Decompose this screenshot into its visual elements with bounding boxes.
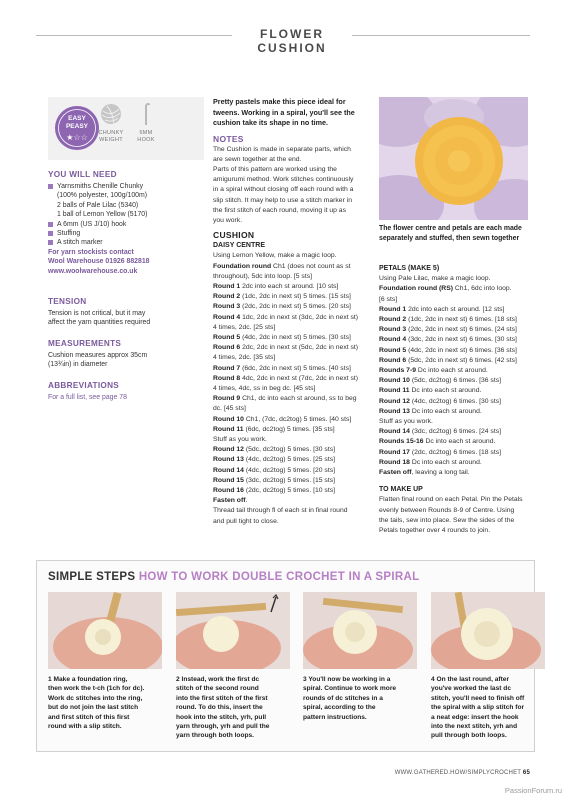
pattern-line: Round 1 2dc into each st around. [12 sts] [379,305,505,313]
tension-text: Tension is not critical, but it may affect the yarn quantities required [48,310,151,327]
pattern-line: Rounds 15-16 Dc into each st around. [379,438,496,446]
petals-pattern [379,274,534,478]
pattern-line: Round 11 (6dc, dc2tog) 5 times. [35 sts] [213,425,335,433]
list-item: A stitch marker [48,238,208,247]
measurements-heading: MEASUREMENTS [48,339,122,348]
stockist-phone: Wool Warehouse 01926 882818 [48,258,150,266]
header-rule-right [352,35,530,36]
icons-panel [48,97,204,160]
materials-list [48,182,208,276]
pattern-line: Round 5 (4dc, 2dc in next st) 5 times. [30 sts] [213,333,351,341]
pattern-line: Round 6 2dc, 2dc in next st (5dc, 2dc in next st) [213,344,359,352]
abbreviations-text: For a full list, see page 78 [48,394,127,401]
page-title: FLOWER CUSHION [257,27,327,55]
pattern-line: 4 times, 4dc, ss in beg dc. [45 sts] [213,384,316,392]
pattern-line: 4 times, 2dc. [25 sts] [213,323,276,331]
list-item: Yarnsmiths Chenille Chunky [48,182,208,191]
notes-heading: NOTES [213,133,244,144]
pattern-line: Round 4 1dc, 2dc in next st (3dc, 2dc in next st) [213,313,359,321]
step-2-photo [176,592,290,669]
pattern-line: Round 1 2dc into each st around. [10 sts] [213,282,339,290]
intro-text: Pretty pastels make this piece ideal for tweens. Working in a spiral, you'll see the cushion take its shape in no time. [213,97,355,127]
pattern-line: Round 3 (2dc, 2dc in next st) 6 times. [24 sts] [379,326,517,334]
list-item: 1 ball of Lemon Yellow (5170) [57,211,148,219]
pattern-line: Round 3 (2dc, 2dc in next st) 5 times. [20 sts] [213,303,351,311]
middle-column [213,97,373,527]
step-2-text: 2 Instead, work the first dc stitch of the second round into the first stitch of the first round. To do this, insert the hook into the stitch, yrh, pull yarn through, yrh and pull the yarn through both loops. [176,676,270,740]
pattern-line: Round 10 (5dc, dc2tog) 6 times. [36 sts] [379,377,502,385]
list-item: (100% polyester, 100g/100m) [57,192,148,200]
yarn-ball-icon [100,103,122,125]
step-4-photo [431,592,545,669]
step-1-photo [48,592,162,669]
abbreviations-heading: ABBREVIATIONS [48,381,120,390]
pattern-line: [6 sts] [379,295,398,303]
step-3-photo [303,592,417,669]
pattern-line: Round 11 Dc into each st around. [379,387,482,395]
pattern-line: Thread tail through fl of each st in final round [213,507,348,515]
footer-url[interactable]: WWW.GATHERED.HOW/SIMPLYCROCHET [394,770,522,776]
measurements-text: Cushion measures approx 35cm (13¾in) in diameter [48,352,148,369]
pattern-line: Round 9 Ch1, dc into each st around, ss to beg [213,395,357,403]
header-rule-left [36,35,232,36]
flower-cushion-image [379,97,528,220]
page-footer [380,770,530,776]
pattern-line: Round 7 (6dc, 2dc in next st) 5 times. [40 sts] [213,364,351,372]
pattern-line: Round 15 (3dc, dc2tog) 5 times. [15 sts] [213,476,336,484]
pattern-line: Using Pale Lilac, make a magic loop. [379,275,491,283]
daisy-centre-pattern [213,251,373,526]
pattern-line: Using Lemon Yellow, make a magic loop. [213,252,337,260]
crochet-hook-icon [140,101,152,127]
pattern-line: dc. [45 sts] [213,405,246,413]
watermark: PassionForum.ru [504,786,562,795]
hook-label-1: 6MM [139,130,153,136]
list-item: A 6mm (US J/10) hook [48,220,208,229]
pattern-line: Foundation round (RS) Ch1, 6dc into loop. [379,285,512,293]
pattern-line: Round 6 (5dc, 2dc in next st) 6 times. [42 sts] [379,356,517,364]
you-will-need-heading: YOU WILL NEED [48,170,117,179]
step-3-text: 3 You'll now be working in a spiral. Continue to work more rounds of dc stitches in a spiral, according to the pattern instructions. [303,676,397,721]
hook-label-2: HOOK [137,137,155,143]
pattern-line: Round 12 (4dc, dc2tog) 6 times. [30 sts] [379,397,502,405]
photo-caption: The flower centre and petals are each made separately and stuffed, then sewn together [379,225,522,242]
pattern-line: Round 4 (3dc, 2dc in next st) 6 times. [30 sts] [379,336,517,344]
pattern-line: Round 13 Dc into each st around. [379,407,482,415]
step-4-text: 4 On the last round, after you've worked the last dc stitch, you'll need to finish off the spiral with a slip stitch for a neat edge: insert the hook into the next stitch, yrh and pull through both loops. [431,676,525,740]
pattern-line: Fasten off, leaving a long tail. [379,469,470,477]
cushion-heading: CUSHION [213,230,255,241]
list-item: Stuffing [48,229,208,238]
pattern-line: Round 2 (1dc, 2dc in next st) 5 times. [15 sts] [213,293,351,301]
stockist-url: www.woolwarehouse.co.uk [48,267,138,275]
pattern-line: Fasten off. [213,497,248,505]
pattern-line: Round 2 (1dc, 2dc in next st) 6 times. [18 sts] [379,316,517,324]
pattern-line: Round 13 (4dc, dc2tog) 5 times. [25 sts] [213,456,336,464]
simple-steps-title: SIMPLE STEPS HOW TO WORK DOUBLE CROCHET IN A SPIRAL [48,571,420,583]
pattern-line: Round 16 (2dc, dc2tog) 5 times. [10 sts] [213,487,336,494]
pattern-line: Stuff as you work. [213,435,267,443]
tension-heading: TENSION [48,297,87,306]
make-up-heading: TO MAKE UP [379,486,423,494]
skill-line-2: PEASY [65,123,89,130]
pattern-line: Round 14 (4dc, dc2tog) 5 times. [20 sts] [213,466,336,474]
daisy-centre-heading: DAISY CENTRE [213,242,265,250]
skill-stars: ★☆☆ [66,133,88,142]
list-item: 2 balls of Pale Lilac (5340) [57,201,139,209]
pattern-line: and pull tight to close. [213,517,279,525]
pattern-line: Round 5 (4dc, 2dc in next st) 6 times. [36 sts] [379,346,517,354]
pattern-line: throughout), 5dc into loop. [5 sts] [213,272,312,280]
cushion-photo [379,97,528,220]
pattern-line: Round 17 (2dc, dc2tog) 6 times. [18 sts] [379,448,502,456]
yarn-weight-label-1: CHUNKY [98,130,124,136]
stockist-line: For yarn stockists contact [48,248,134,256]
petals-heading: PETALS (MAKE 5) [379,265,440,272]
notes-text: The Cushion is made in separate parts, which are sewn together at the end. Parts of this pattern are worked using the amigurumi method. Work stitches continuously in a spiral without closing off each round with a slip stitch. It may help to use a stitch marker in the first stitch of each round, moving it up as you work. [213,145,354,224]
page-number: 65 [522,770,530,776]
pattern-line: Round 8 4dc, 2dc in next st (7dc, 2dc in next st) [213,374,359,382]
yarn-weight-label-2: WEIGHT [99,137,123,143]
right-column [379,224,534,536]
make-up-text: Flatten final round on each Petal. Pin the Petals evenly between Rounds 8-9 of Centre. Using the tails, sew into place. Sew the sides of the Petals together over 4 rounds to join. [379,496,523,535]
pattern-line: Stuff as you work. [379,418,433,426]
pattern-line: 4 times, 2dc. [35 sts] [213,354,276,362]
skill-badge [54,102,100,154]
pattern-line: Round 12 (5dc, dc2tog) 5 times. [30 sts] [213,446,336,454]
pattern-line: Round 14 (3dc, dc2tog) 6 times. [24 sts] [379,428,502,436]
step-1-text: 1 Make a foundation ring, then work the t-ch (1ch for dc). Work dc stitches into the ring, but do not join the last stitch and first stitch of this first round with a slip stitch. [48,676,145,731]
pattern-line: Round 18 Dc into each st around. [379,458,482,466]
pattern-line: Foundation round Ch1 (does not count as st [213,262,351,270]
pattern-line: Rounds 7-9 Dc into each st around. [379,367,488,375]
pattern-line: Round 10 Ch1, (7dc, dc2tog) 5 times. [40 sts] [213,415,352,423]
skill-line-1: EASY [68,115,86,122]
